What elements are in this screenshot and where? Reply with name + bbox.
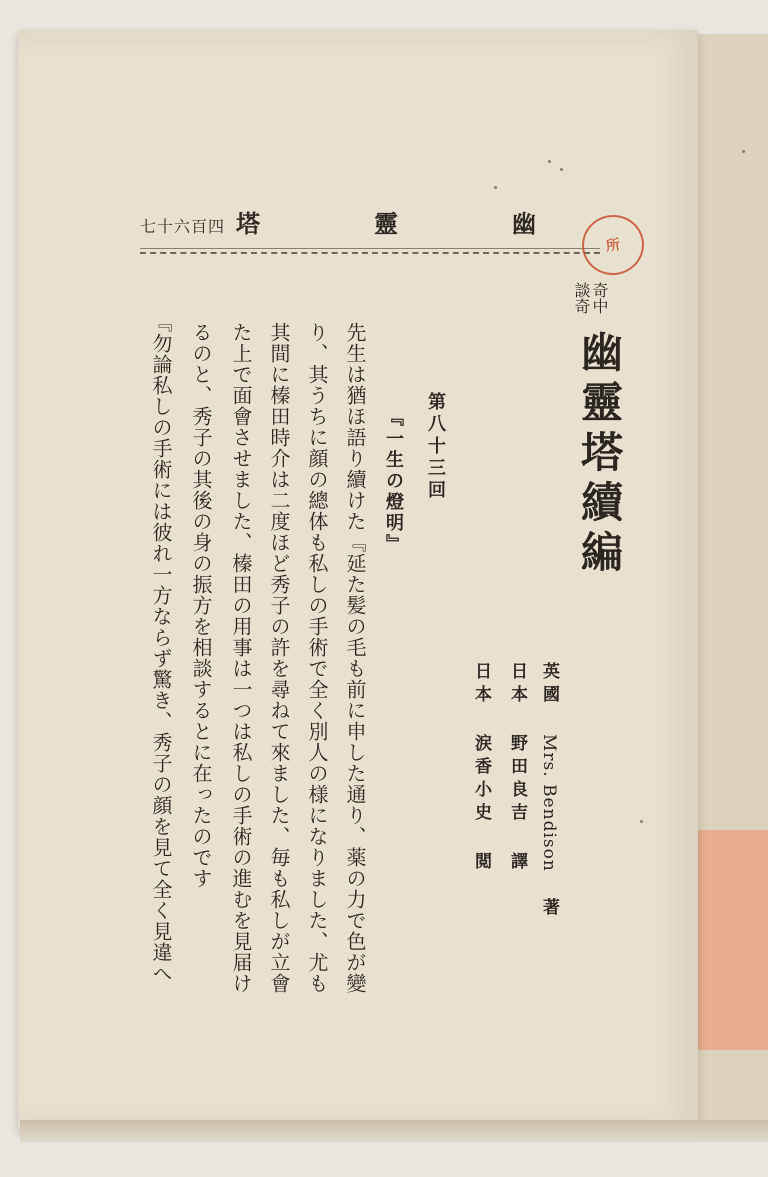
series-label: 奇中 bbox=[590, 282, 609, 314]
page-number: 七十六百四 bbox=[140, 217, 226, 236]
running-title-char: 塔 bbox=[236, 209, 260, 238]
ink-speck bbox=[742, 150, 745, 153]
credit-role: 著 bbox=[539, 897, 559, 921]
credit-name: 涙香小史 bbox=[471, 734, 491, 826]
credit-name: 野田良吉 bbox=[507, 734, 527, 826]
credit-author bbox=[538, 662, 560, 921]
running-title bbox=[236, 204, 536, 239]
body-line: 先生は猶ほ語り續けた『延た髪の毛も前に申した通り、薬の力で色が變 bbox=[343, 322, 367, 994]
body-line: 其間に榛田時介は二度ほど秀子の許を尋ねて來ました、毎も私しが立會 bbox=[267, 322, 291, 994]
chapter-heading: 第八十三回 bbox=[425, 392, 446, 502]
body-line: り、其うちに顔の總体も私しの手術で全く別人の様になりました、尤も bbox=[305, 322, 329, 994]
chapter-subtitle: 『一生の燈明』 bbox=[383, 408, 404, 555]
page-bottom-edge bbox=[20, 1120, 768, 1142]
running-title-char: 幽 bbox=[512, 209, 536, 238]
header-rule bbox=[140, 248, 600, 249]
book-title: 幽靈塔續編 bbox=[575, 330, 624, 580]
credit-country: 日本 bbox=[507, 662, 527, 708]
body-line: た上で面會させました、榛田の用事は一つは私しの手術の進むを見届け bbox=[229, 322, 253, 994]
ink-speck bbox=[560, 168, 563, 171]
credit-translator bbox=[506, 662, 528, 875]
ink-speck bbox=[494, 186, 497, 189]
credit-name: Mrs. Bendison bbox=[539, 734, 559, 872]
ink-speck bbox=[548, 160, 551, 163]
running-title-char: 靈 bbox=[374, 209, 398, 238]
series-label: 談奇 bbox=[572, 282, 591, 314]
body-line: るのと、秀子の其後の身の振方を相談するとに在ったのです bbox=[189, 322, 213, 889]
credit-editor bbox=[470, 662, 492, 875]
body-line: 『勿論私しの手術には彼れ一方ならず驚き、秀子の顔を見て全く見違へ bbox=[149, 312, 173, 984]
credit-country: 英國 bbox=[539, 662, 559, 708]
ink-speck bbox=[640, 820, 643, 823]
credit-role: 譯 bbox=[507, 852, 527, 875]
header-dashed-rule bbox=[140, 252, 600, 254]
seal-text: 所 bbox=[605, 237, 622, 255]
credit-country: 日本 bbox=[471, 662, 491, 708]
credit-role: 閲 bbox=[471, 852, 491, 875]
